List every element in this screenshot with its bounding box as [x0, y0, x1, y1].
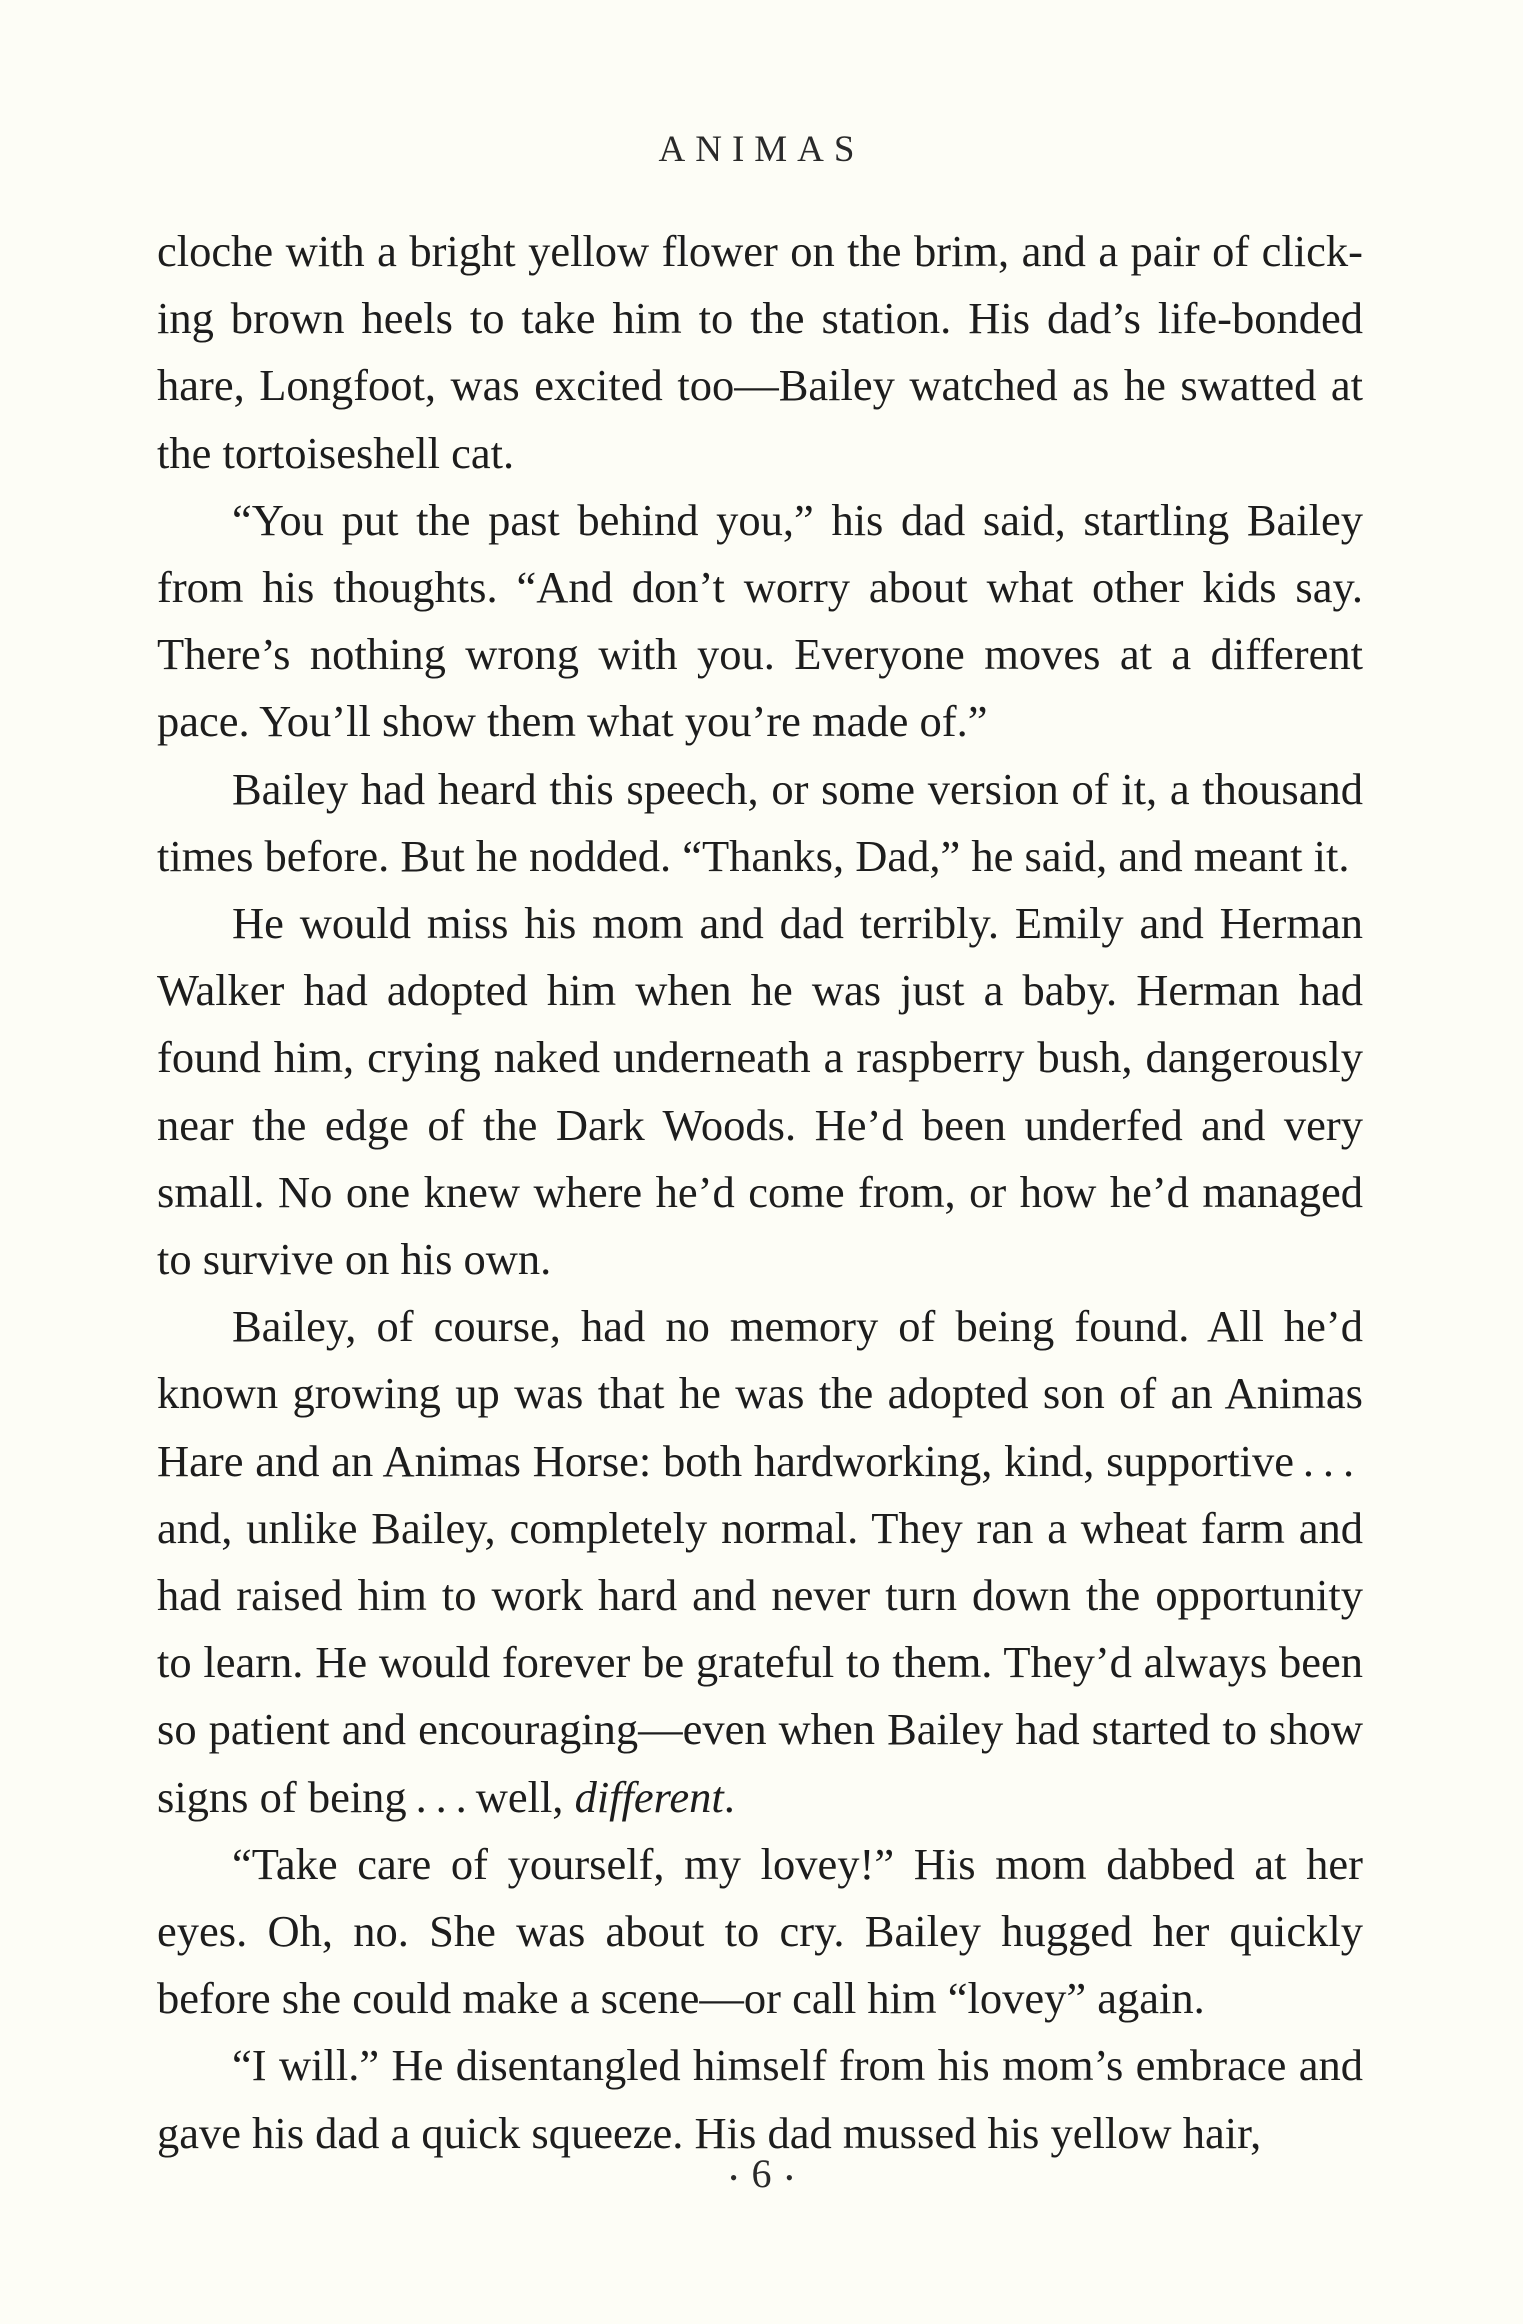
folio-dot-right-icon: •: [785, 2164, 794, 2190]
paragraph-2: “You put the past behind you,” his dad said, startling Bailey from his thoughts. “And don’t worry about what other kids say. There’s nothing wrong with you. Everyone moves at a different pace. You’ll show them what you’re made of.”: [157, 494, 1363, 747]
running-title: ANIMAS: [658, 129, 865, 170]
page-number: 6: [751, 2151, 772, 2196]
folio-dot-left-icon: •: [729, 2164, 738, 2190]
paragraph-3: Bailey had heard this speech, or some version of it, a thousand times before. But he nodded. “Thanks, Dad,” he said, and meant it.: [157, 763, 1363, 881]
paragraph-1: cloche with a bright yellow flower on the brim, and a pair of clicking brown heels to take him to the station. His dad’s life-bonded hare, Longfoot, was excited too—Bailey watched as he swatted at the tortoiseshell cat.: [157, 226, 1363, 478]
emphasized-word: different: [574, 1771, 724, 1822]
paragraph-7: “I will.” He disentangled himself from his mom’s embrace and gave his dad a quick squeeze. His dad mussed his yellow hair,: [157, 2040, 1363, 2158]
page-body: [157, 218, 1363, 2167]
paragraph-5-period: .: [723, 1771, 735, 1822]
paragraph-5-text: Bailey, of course, had no memory of being found. All he’d known growing up was that he was the adopted son of an Animas Hare and an Animas Horse: both hardworking, kind, supportive . . . and, unlike Bailey, completely normal. They ran a wheat farm and had raised him to work hard and never turn down the opportunity to learn. He would forever be grateful to them. They’d always been so patient and encouraging—even when Bailey had started to show signs of being . . . well,: [157, 1301, 1363, 1822]
paragraph-5: [157, 1293, 1363, 1831]
page-folio: [0, 2150, 1523, 2197]
paragraph-6: “Take care of yourself, my lovey!” His mom dabbed at her eyes. Oh, no. She was about to cry. Bailey hugged her quickly before she could make a scene—or call him “lovey” again.: [157, 1838, 1363, 2024]
paragraph-4: He would miss his mom and dad terribly. Emily and Herman Walker had adopted him when he was just a baby. Herman had found him, crying naked underneath a raspberry bush, dangerously near the edge of the Dark Woods. He’d been underfed and very small. No one knew where he’d come from, or how he’d managed to survive on his own.: [157, 898, 1363, 1285]
